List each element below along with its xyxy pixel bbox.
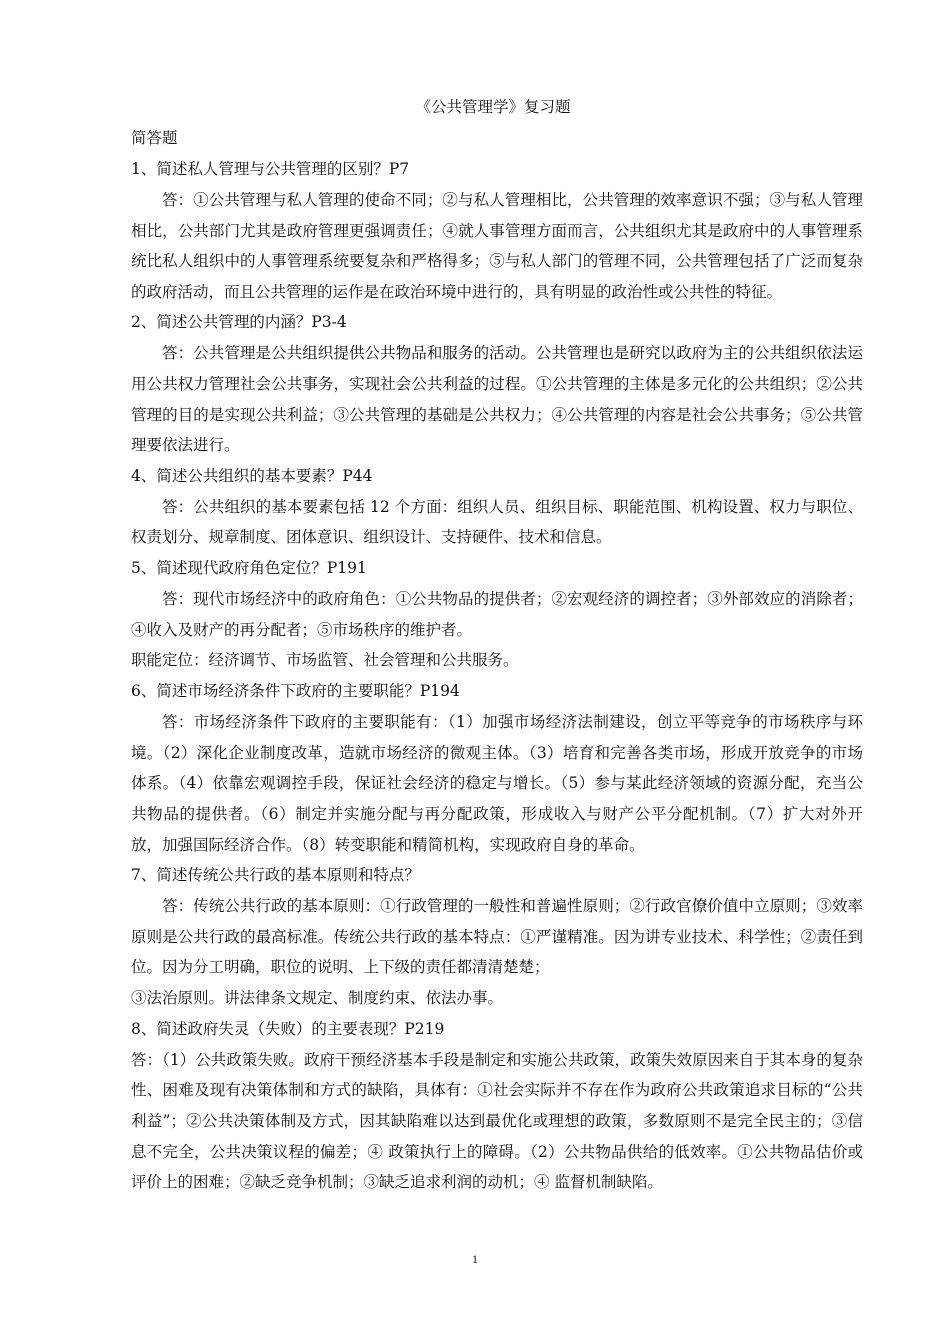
- question-7: 7、简述传统公共行政的基本原则和特点？: [131, 866, 420, 885]
- section-heading: 简答题: [131, 129, 178, 147]
- answer-8: 答：（1）公共政策失败。政府干预经济基本手段是制定和实施公共政策，政策失效原因来自于其本身的复杂性、困难及现有决策体制和方式的缺陷，具体有：①社会实际并不存在作为政府公共政策追求目标的“公共利益”；②公共决策体制及方式，因其缺陷难以达到最优化或理想的政策，多数原则不是完全民主的；③信息不完全，公共决策议程的偏差；④ 政策执行上的障碍。（2）公共物品供给的低效率。①公共物品估价或评价上的困难；②缺乏竞争机制；③缺乏追求利润的动机；④ 监督机制缺陷。: [131, 1050, 863, 1192]
- answer-7-extra: ③法治原则。讲法律条文规定、制度约束、依法办事。: [131, 988, 504, 1007]
- question-1: 1、简述私人管理与公共管理的区别？P7: [131, 160, 410, 178]
- answer-7: 答：传统公共行政的基本原则：①行政管理的一般性和普遍性原则；②行政官僚价值中立原则；③效率原则是公共行政的最高标准。传统公共行政的基本特点：①严谨精准。因为讲专业技术、科学性；②责任到位。因为分工明确，职位的说明、上下级的责任都清清楚楚；: [131, 897, 863, 977]
- answer-6: 答：市场经济条件下政府的主要职能有：（1）加强市场经济法制建设，创立平等竞争的市场秩序与环境。（2）深化企业制度改革，造就市场经济的微观主体。（3）培育和完善各类市场，形成开放竞争的市场体系。（4）依靠宏观调控手段，保证社会经济的稳定与增长。（5）参与某此经济领域的资源分配，充当公共物品的提供者。（6）制定并实施分配与再分配政策，形成收入与财产公平分配机制。（7）扩大对外开放，加强国际经济合作。（8）转变职能和精简机构，实现政府自身的革命。: [131, 713, 863, 854]
- document-title: 《公共管理学》复习题: [415, 98, 571, 116]
- page-number: 1: [472, 1252, 478, 1266]
- question-2: 2、简述公共管理的内涵？P3-4: [131, 313, 347, 332]
- answer-5-extra: 职能定位：经济调节、市场监管、社会管理和公共服务。: [131, 651, 519, 670]
- question-5: 5、简述现代政府角色定位？P191: [131, 558, 367, 577]
- document-page: [131, 92, 863, 1198]
- question-8: 8、简述政府失灵（失败）的主要表现？P219: [131, 1019, 445, 1038]
- question-4: 4、简述公共组织的基本要素？P44: [131, 466, 373, 485]
- answer-2: 答：公共管理是公共组织提供公共物品和服务的活动。公共管理也是研究以政府为主的公共组织依法运用公共权力管理社会公共事务，实现社会公共利益的过程。①公共管理的主体是多元化的公共组织；②公共管理的目的是实现公共利益；③公共管理的基础是公共权力；④公共管理的内容是社会公共事务；⑤公共管理要依法进行。: [131, 344, 863, 455]
- answer-4: 答：公共组织的基本要素包括 12 个方面：组织人员、组织目标、职能范围、机构设置、权力与职位、权责划分、规章制度、团体意识、组织设计、支持硬件、技术和信息。: [131, 497, 863, 547]
- question-6: 6、简述市场经济条件下政府的主要职能？P194: [131, 682, 460, 701]
- answer-1: 答：①公共管理与私人管理的使命不同；②与私人管理相比，公共管理的效率意识不强；③与私人管理相比，公共部门尤其是政府管理更强调责任；④就人事管理方面而言，公共组织尤其是政府中的人事管理系统比私人组织中的人事管理系统要复杂和严格得多；⑤与私人部门的管理不同，公共管理包括了广泛而复杂的政府活动，而且公共管理的运作是在政治环境中进行的，具有明显的政治性或公共性的特征。: [131, 191, 863, 301]
- answer-5: 答：现代市场经济中的政府角色：①公共物品的提供者；②宏观经济的调控者；③外部效应的消除者；④收入及财产的再分配者；⑤市场秩序的维护者。: [131, 589, 863, 639]
